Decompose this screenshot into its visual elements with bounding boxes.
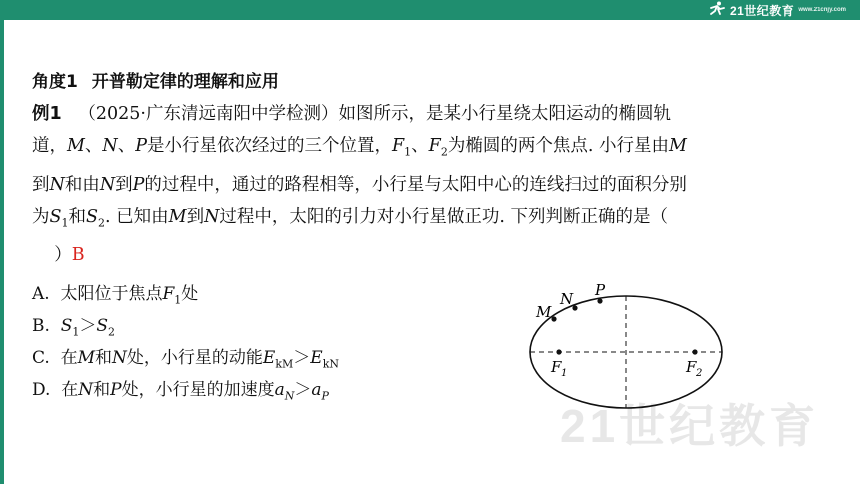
subscript: 1	[174, 293, 182, 307]
subscript: 2	[440, 145, 448, 159]
var-E: E	[310, 348, 323, 368]
subscript: 2	[108, 325, 116, 339]
subscript: P	[321, 389, 329, 403]
option-c	[32, 342, 339, 374]
section-title: 开普勒定律的理解和应用	[91, 72, 279, 92]
example-label: 例1	[32, 104, 62, 124]
subscript: 1	[72, 325, 80, 339]
var-F: F	[392, 136, 405, 156]
label-F2-sub: 2	[696, 368, 703, 379]
point-N	[572, 305, 577, 310]
stem-text: 过程中，太阳的引力对小行星做正功. 下列判断正确的是（	[219, 206, 668, 227]
var-S: S	[86, 206, 98, 227]
option-label: B.	[32, 316, 50, 336]
subscript: kM	[275, 357, 294, 371]
option-label: A.	[32, 284, 50, 304]
stem-text: 道，	[32, 136, 67, 156]
option-text: ＞	[79, 316, 97, 336]
var-M: M	[77, 348, 96, 368]
logo-text: 21世纪教育	[729, 3, 795, 18]
subscript: N	[284, 389, 295, 403]
watermark: 21世纪教育	[560, 400, 820, 452]
stem-text: 、	[411, 136, 429, 156]
option-text: 和	[93, 380, 111, 400]
var-N: N	[49, 174, 65, 195]
option-text: 在	[61, 380, 79, 400]
option-d	[32, 374, 339, 406]
problem-content	[32, 66, 832, 271]
var-S: S	[49, 206, 62, 227]
answer-options	[32, 278, 339, 406]
var-N: N	[99, 174, 116, 195]
var-M: M	[168, 206, 187, 227]
var-a: a	[274, 380, 285, 400]
focus-F1	[556, 349, 561, 354]
label-N: N	[560, 290, 574, 308]
stem-text: ）	[54, 245, 72, 265]
option-text: 处，小行星的加速度	[121, 380, 275, 400]
option-text: 处	[181, 284, 199, 304]
stem-text: 为	[32, 206, 50, 227]
var-P: P	[110, 380, 122, 400]
var-N: N	[78, 380, 94, 400]
var-N: N	[102, 136, 118, 156]
top-accent-bar	[0, 0, 860, 20]
answer-text: B	[71, 245, 85, 265]
stem-text: 如图所示，是某小行星绕太阳运动的椭圆轨	[338, 104, 671, 124]
subscript: kN	[322, 357, 339, 371]
subscript: 1	[61, 216, 69, 229]
ellipse-orbit-figure	[518, 278, 738, 438]
point-P	[597, 298, 602, 303]
option-label: C.	[32, 348, 50, 368]
stem-text: 和	[68, 206, 86, 227]
option-text: 处，小行星的动能	[126, 348, 263, 368]
var-P: P	[135, 136, 148, 156]
stem-text: 的过程中，通过的路程相等，小行星与太阳中心的连线扫过的面积分别	[144, 174, 687, 195]
option-text: ＞	[293, 348, 311, 368]
stem-text: 、	[117, 136, 136, 156]
section-heading	[32, 66, 832, 98]
var-S: S	[60, 316, 73, 336]
label-F1: F	[551, 358, 562, 376]
option-label: D.	[32, 380, 51, 400]
option-text: 和	[95, 348, 113, 368]
var-E: E	[262, 348, 276, 368]
var-a: a	[311, 380, 322, 400]
label-F2: F	[686, 358, 697, 376]
subscript: 1	[404, 145, 412, 159]
label-M: M	[536, 303, 552, 321]
option-b	[32, 310, 339, 342]
stem-text: 是小行星依次经过的三个位置，	[147, 136, 393, 156]
runner-icon	[708, 1, 726, 20]
brand-logo	[708, 1, 846, 19]
stem-text: . 已知由	[105, 206, 169, 227]
var-M: M	[67, 136, 85, 156]
stem-text: 到	[186, 206, 205, 227]
logo-url: www.21cnjy.com	[798, 7, 846, 13]
label-P: P	[595, 281, 606, 299]
var-N: N	[204, 206, 220, 227]
section-label: 角度1	[32, 72, 78, 92]
option-a	[32, 278, 339, 310]
stem-text: 到	[115, 174, 133, 195]
var-F: F	[162, 284, 175, 304]
stem-text: 为椭圆的两个焦点. 小行星由	[447, 136, 669, 156]
problem-stem	[32, 98, 832, 271]
stem-text: 和由	[64, 174, 100, 195]
label-F1-sub: 1	[561, 368, 568, 379]
stem-text: 、	[84, 136, 103, 156]
point-M	[551, 316, 556, 321]
option-text: ＞	[294, 380, 312, 400]
var-M: M	[668, 136, 687, 156]
var-P: P	[132, 174, 145, 195]
left-accent-bar	[0, 20, 4, 484]
var-F: F	[428, 136, 441, 156]
subscript: 2	[98, 216, 105, 229]
focus-F2	[692, 349, 697, 354]
problem-source: （2025·广东清远南阳中学检测）	[78, 104, 339, 124]
var-N: N	[112, 348, 127, 368]
option-text: 太阳位于焦点	[60, 284, 163, 304]
var-S: S	[96, 316, 109, 336]
option-text: 在	[60, 348, 78, 368]
stem-text: 到	[32, 174, 50, 195]
